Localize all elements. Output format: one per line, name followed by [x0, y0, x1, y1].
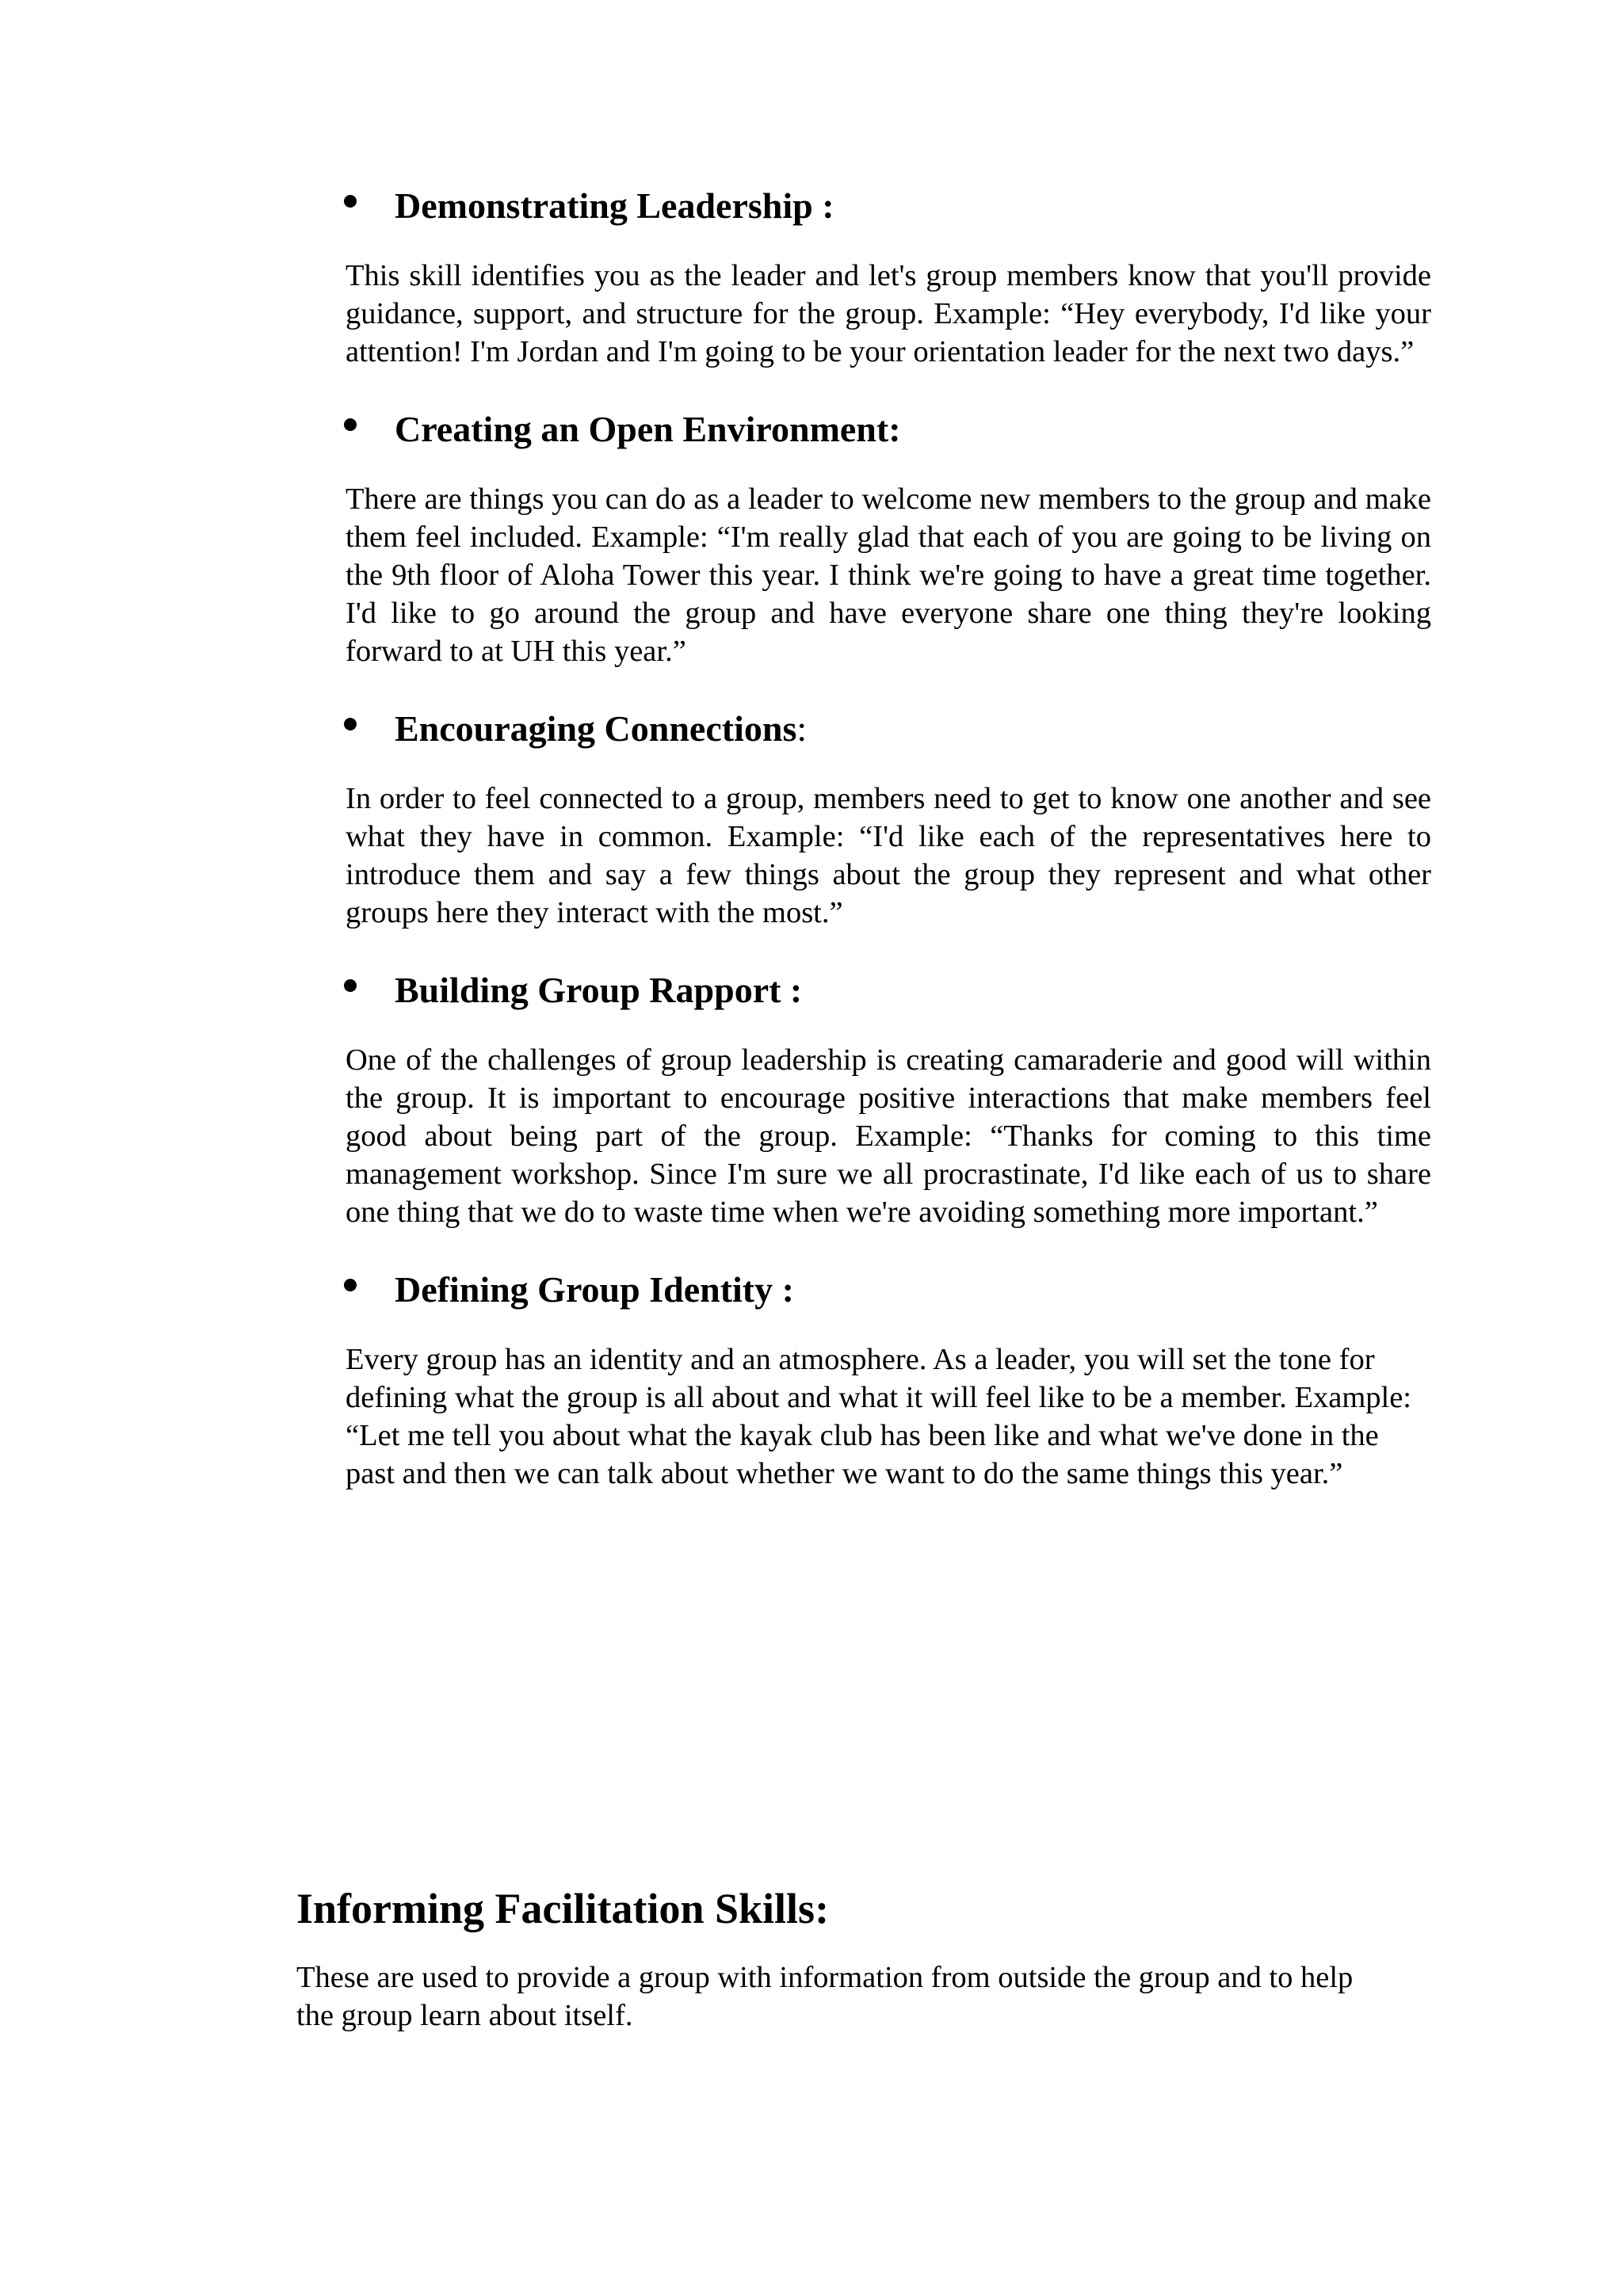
section-heading	[346, 1266, 1431, 1314]
section-heading-text	[395, 1266, 794, 1314]
bullet-icon	[344, 418, 357, 431]
section-heading-text	[395, 705, 807, 753]
section-heading	[346, 967, 1431, 1014]
section-body: Every group has an identity and an atmosphere. As a leader, you will set the tone for defining what the group is all about and what it will feel like to be a member. Example: “Let me tell you about what the kayak club has been like and what we've done in the past and then we can talk about whether we want to do the same things this year.”	[346, 1343, 1411, 1490]
informing-skills-body: These are used to provide a group with information from outside the group and to help the group learn about itself.	[296, 1961, 1354, 2032]
facilitation-skills-list	[346, 182, 1431, 1493]
bullet-icon	[344, 195, 357, 208]
bullet-icon	[344, 718, 357, 730]
section-body: There are things you can do as a leader to welcome new members to the group and make them feel included. Example: “I'm really glad that each of you are going to be living on the 9th floor of Aloha Tower this year. I think we're going to have a great time together. I'd like to go around the group and have everyone share one thing they're looking forward to at UH this year.”	[346, 482, 1431, 668]
bullet-icon	[344, 979, 357, 992]
skill-section-encouraging-connections	[346, 705, 1431, 932]
heading-label: Building Group Rapport :	[395, 970, 803, 1010]
skill-section-demonstrating-leadership	[346, 182, 1431, 371]
section-body: One of the challenges of group leadership is creating camaraderie and good will within the group. It is important to encourage positive interactions that make members feel good about being part of the group. Example: “Thanks for coming to this time management workshop. Since I'm sure we all procrastinate, I'd like each of us to share one thing that we do to waste time when we're avoiding something more important.”	[346, 1043, 1431, 1229]
skill-section-group-identity	[346, 1266, 1431, 1493]
section-heading	[346, 705, 1431, 753]
section-body: This skill identifies you as the leader and let's group members know that you'll provide guidance, support, and structure for the group. Example: “Hey everybody, I'd like your attention! I'm Jordan and I'm going to be your orientation leader for the next two days.”	[346, 259, 1431, 368]
section-heading-text	[395, 967, 802, 1014]
bullet-icon	[344, 1279, 357, 1291]
skill-section-open-environment	[346, 406, 1431, 670]
heading-label: Defining Group Identity :	[395, 1269, 794, 1310]
heading-label: Demonstrating Leadership :	[395, 185, 834, 226]
informing-skills-section	[296, 1882, 1422, 2035]
section-heading	[346, 182, 1431, 230]
heading-label: Creating an Open Environment:	[395, 409, 901, 449]
heading-label: Encouraging Connections	[395, 708, 797, 749]
section-heading-text	[395, 182, 834, 230]
section-body: In order to feel connected to a group, members need to get to know one another and see what they have in common. Example: “I'd like each of the representatives here to introduce them and say a few things about the group they represent and what other groups here they interact with the most.”	[346, 782, 1431, 929]
section-heading-text	[395, 406, 901, 453]
section-heading	[346, 406, 1431, 453]
informing-skills-title: Informing Facilitation Skills:	[296, 1885, 830, 1932]
heading-suffix: :	[796, 708, 808, 749]
skill-section-group-rapport	[346, 967, 1431, 1231]
